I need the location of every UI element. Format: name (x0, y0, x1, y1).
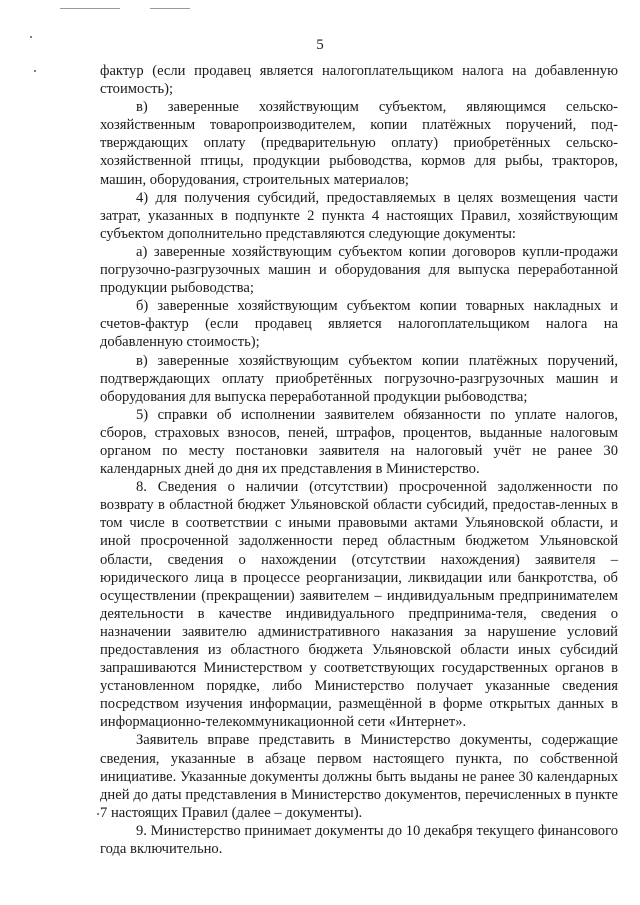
paragraph-section-9-deadline: 9. Министерство принимает документы до 10 декабря текущего финансового года включительно. (100, 822, 618, 858)
scan-artifact-top-right (150, 8, 190, 9)
document-body (100, 62, 618, 858)
page-number: 5 (316, 37, 324, 53)
scan-dot-left-2 (34, 70, 36, 72)
paragraph-item-a-contracts: а) заверенные хозяйствующим субъектом копии договоров купли-продажи погрузочно-разгрузочных машин и оборудования для выпуска переработанной продукции рыбоводства; (100, 243, 618, 297)
scan-artifact-top (60, 8, 120, 9)
paragraph-item-5-tax-certificates: 5) справки об исполнении заявителем обязанности по уплате налогов, сборов, страховых взносов, пеней, штрафов, процентов, выданные налоговым органом по месту постановки заявителя на налоговый учёт не ранее 30 календарных дней до дня их представления в Министерство. (100, 406, 618, 478)
paragraph-item-4-additional-documents: 4) для получения субсидий, предоставляемых в целях возмещения части затрат, указанных в подпункте 2 пункта 4 настоящих Правил, хозяйствующим субъектом дополнительно представляются следующие документы: (100, 189, 618, 242)
paragraph-item-v-payment-orders: в) заверенные хозяйствующим субъектом, являющимся сельско-хозяйственным товаропроизводителем, копии платёжных поручений, под-тверждающих оплату (предварительную оплату) приобретённых сельско-хозяйственной птицы, продукции рыбоводства, кормов для рыбы, тракторов, машин, оборудования, строительных материалов; (100, 99, 618, 188)
paragraph-invoices-continued: фактур (если продавец является налогоплательщиком налога на добавленную стоимость); (100, 63, 618, 98)
paragraph-item-b-invoices: б) заверенные хозяйствующим субъектом копии товарных накладных и счетов-фактур (если продавец является налогоплательщиком налога на добавленную стоимость); (100, 298, 618, 351)
paragraph-item-v-payment-confirmations: в) заверенные хозяйствующим субъектом копии платёжных поручений, подтверждающих оплату приобретённых погрузочно-разгрузочных машин и оборудования для выпуска переработанной продукции рыбоводства; (100, 352, 618, 405)
paragraph-applicant-right: Заявитель вправе представить в Министерство документы, содержащие сведения, указанные в абзаце первом настоящего пункта, по собственной инициативе. Указанные документы должны быть выданы не ранее 30 календарных дней до даты представления в Министерство документов, перечисленных в пункте 7 настоящих Правил (далее – документы). (100, 732, 618, 821)
paragraph-section-8-debt-information: 8. Сведения о наличии (отсутствии) просроченной задолженности по возврату в областной бюджет Ульяновской области субсидий, предостав-ленных в том числе в соответствии с иными правовыми актами Ульяновской области, и иной просроченной задолженности перед областным бюджетом Ульяновской области, сведения о нахождении (отсутствии нахождения) заявителя – юридического лица в процессе реорганизации, ликвидации или банкротства, об осуществлении (прекращении) заявителем – индивидуальным предпринимателем деятельности в качестве индивидуального предпринима-теля, сведения о назначении заявителю административного наказания за нарушение условий предоставления из областного бюджета Ульяновской области иных субсидий запрашиваются Министерством у соответствующих государственных органов в установленном порядке, либо Министерство получает указанные сведения посредством изучения информации, размещённой в форме открытых данных в информационно-телекоммуникационной сети «Интернет». (100, 479, 618, 731)
scan-dot-left-3 (97, 813, 99, 815)
